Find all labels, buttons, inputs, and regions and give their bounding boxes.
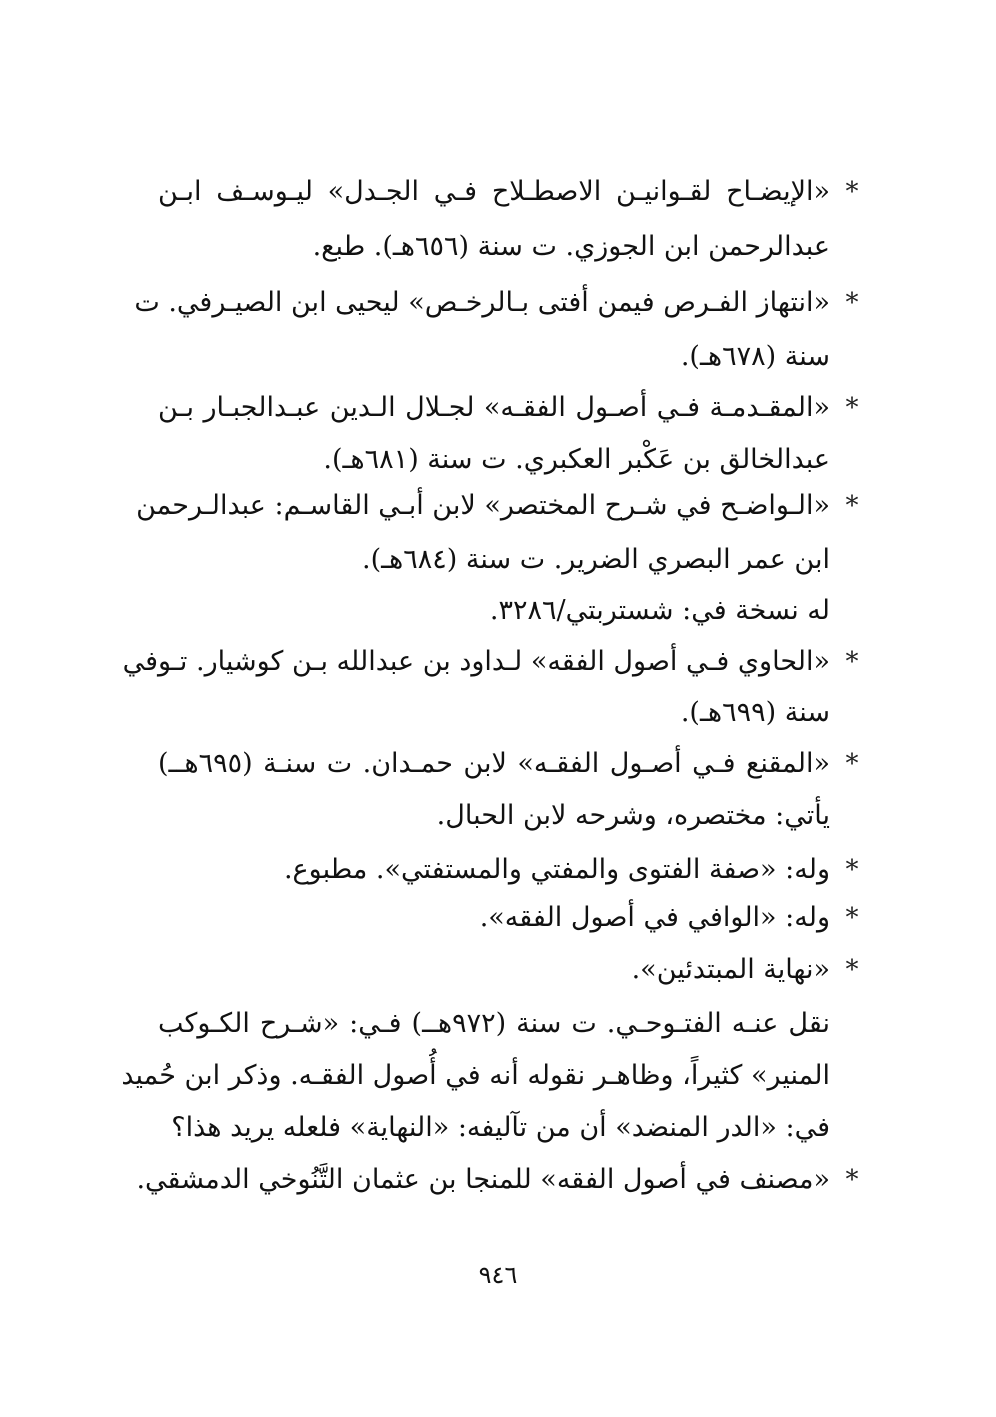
entry-6-line-1: «المقنع فـي أصـول الفقـه» لابن حمـدان. ت سنـة (٦٩٥هــ) — [158, 748, 830, 779]
bullet-asterisk-icon: * — [845, 855, 859, 885]
entry-1-line-1: «الإيضـاح لقـوانيـن الاصطـلاح فـي الجـدل» ليـوسـف ابـن — [158, 176, 830, 207]
entry-8-line-1: وله: «الوافي في أصول الفقه». — [479, 902, 830, 933]
bullet-asterisk-icon: * — [845, 955, 859, 985]
entry-4-line-2: ابن عمر البصري الضرير. ت سنة (٦٨٤هـ). — [361, 544, 830, 575]
entry-5-line-2: سنة (٦٩٩هـ). — [680, 697, 830, 728]
bullet-asterisk-icon: * — [845, 491, 859, 521]
entry-10-line-1: «مصنف في أصول الفقه» للمنجا بن عثمان التَّنُوخي الدمشقي. — [136, 1164, 830, 1195]
bullet-asterisk-icon: * — [845, 647, 859, 677]
entry-4-line-3: له نسخة في: شستربتي/٣٢٨٦. — [489, 595, 830, 626]
bullet-asterisk-icon: * — [845, 177, 859, 207]
entry-7-line-1: وله: «صفة الفتوى والمفتي والمستفتي». مطبوع. — [283, 854, 830, 885]
entry-2-line-2: سنة (٦٧٨هـ). — [680, 341, 830, 372]
entry-9-line-1: «نهاية المبتدئين». — [631, 954, 830, 985]
bullet-asterisk-icon: * — [845, 288, 859, 318]
entry-6-line-2: يأتي: مختصره، وشرحه لابن الحبال. — [436, 800, 830, 831]
note-line-3: في: «الدر المنضد» أن من تآليفه: «النهاية» فلعله يريد هذا؟ — [171, 1112, 830, 1143]
page-number: ٩٤٦ — [478, 1261, 518, 1289]
entry-2-line-1: «انتهاز الفـرص فيمن أفتى بـالرخـص» ليحيى ابن الصيـرفي. ت — [134, 287, 830, 318]
bullet-asterisk-icon: * — [845, 393, 859, 423]
entry-1-line-2: عبدالرحمن ابن الجوزي. ت سنة (٦٥٦هـ). طبع. — [312, 231, 830, 262]
bullet-asterisk-icon: * — [845, 903, 859, 933]
entry-3-line-1: «المقـدمـة فـي أصـول الفقـه» لجـلال الـدين عبـدالجبـار بـن — [158, 392, 830, 423]
note-line-1: نقل عنـه الفتـوحـي. ت سنة (٩٧٢هــ) فـي: «شـرح الكـوكب — [158, 1008, 830, 1039]
bullet-asterisk-icon: * — [845, 749, 859, 779]
entry-5-line-1: «الحاوي فـي أصول الفقه» لـداود بن عبدالله بـن كوشيار. تـوفي — [122, 646, 830, 677]
bullet-asterisk-icon: * — [845, 1165, 859, 1195]
entry-4-line-1: «الـواضـح في شـرح المختصر» لابن أبـي القاسـم: عبدالـرحمن — [136, 490, 830, 521]
note-line-2: المنير» كثيراً، وظاهـر نقوله أنه في أُصول الفقـه. وذكر ابن حُميد — [121, 1060, 830, 1091]
entry-3-line-2: عبدالخالق بن عَكْبر العكبري. ت سنة (٦٨١هـ). — [323, 444, 830, 475]
